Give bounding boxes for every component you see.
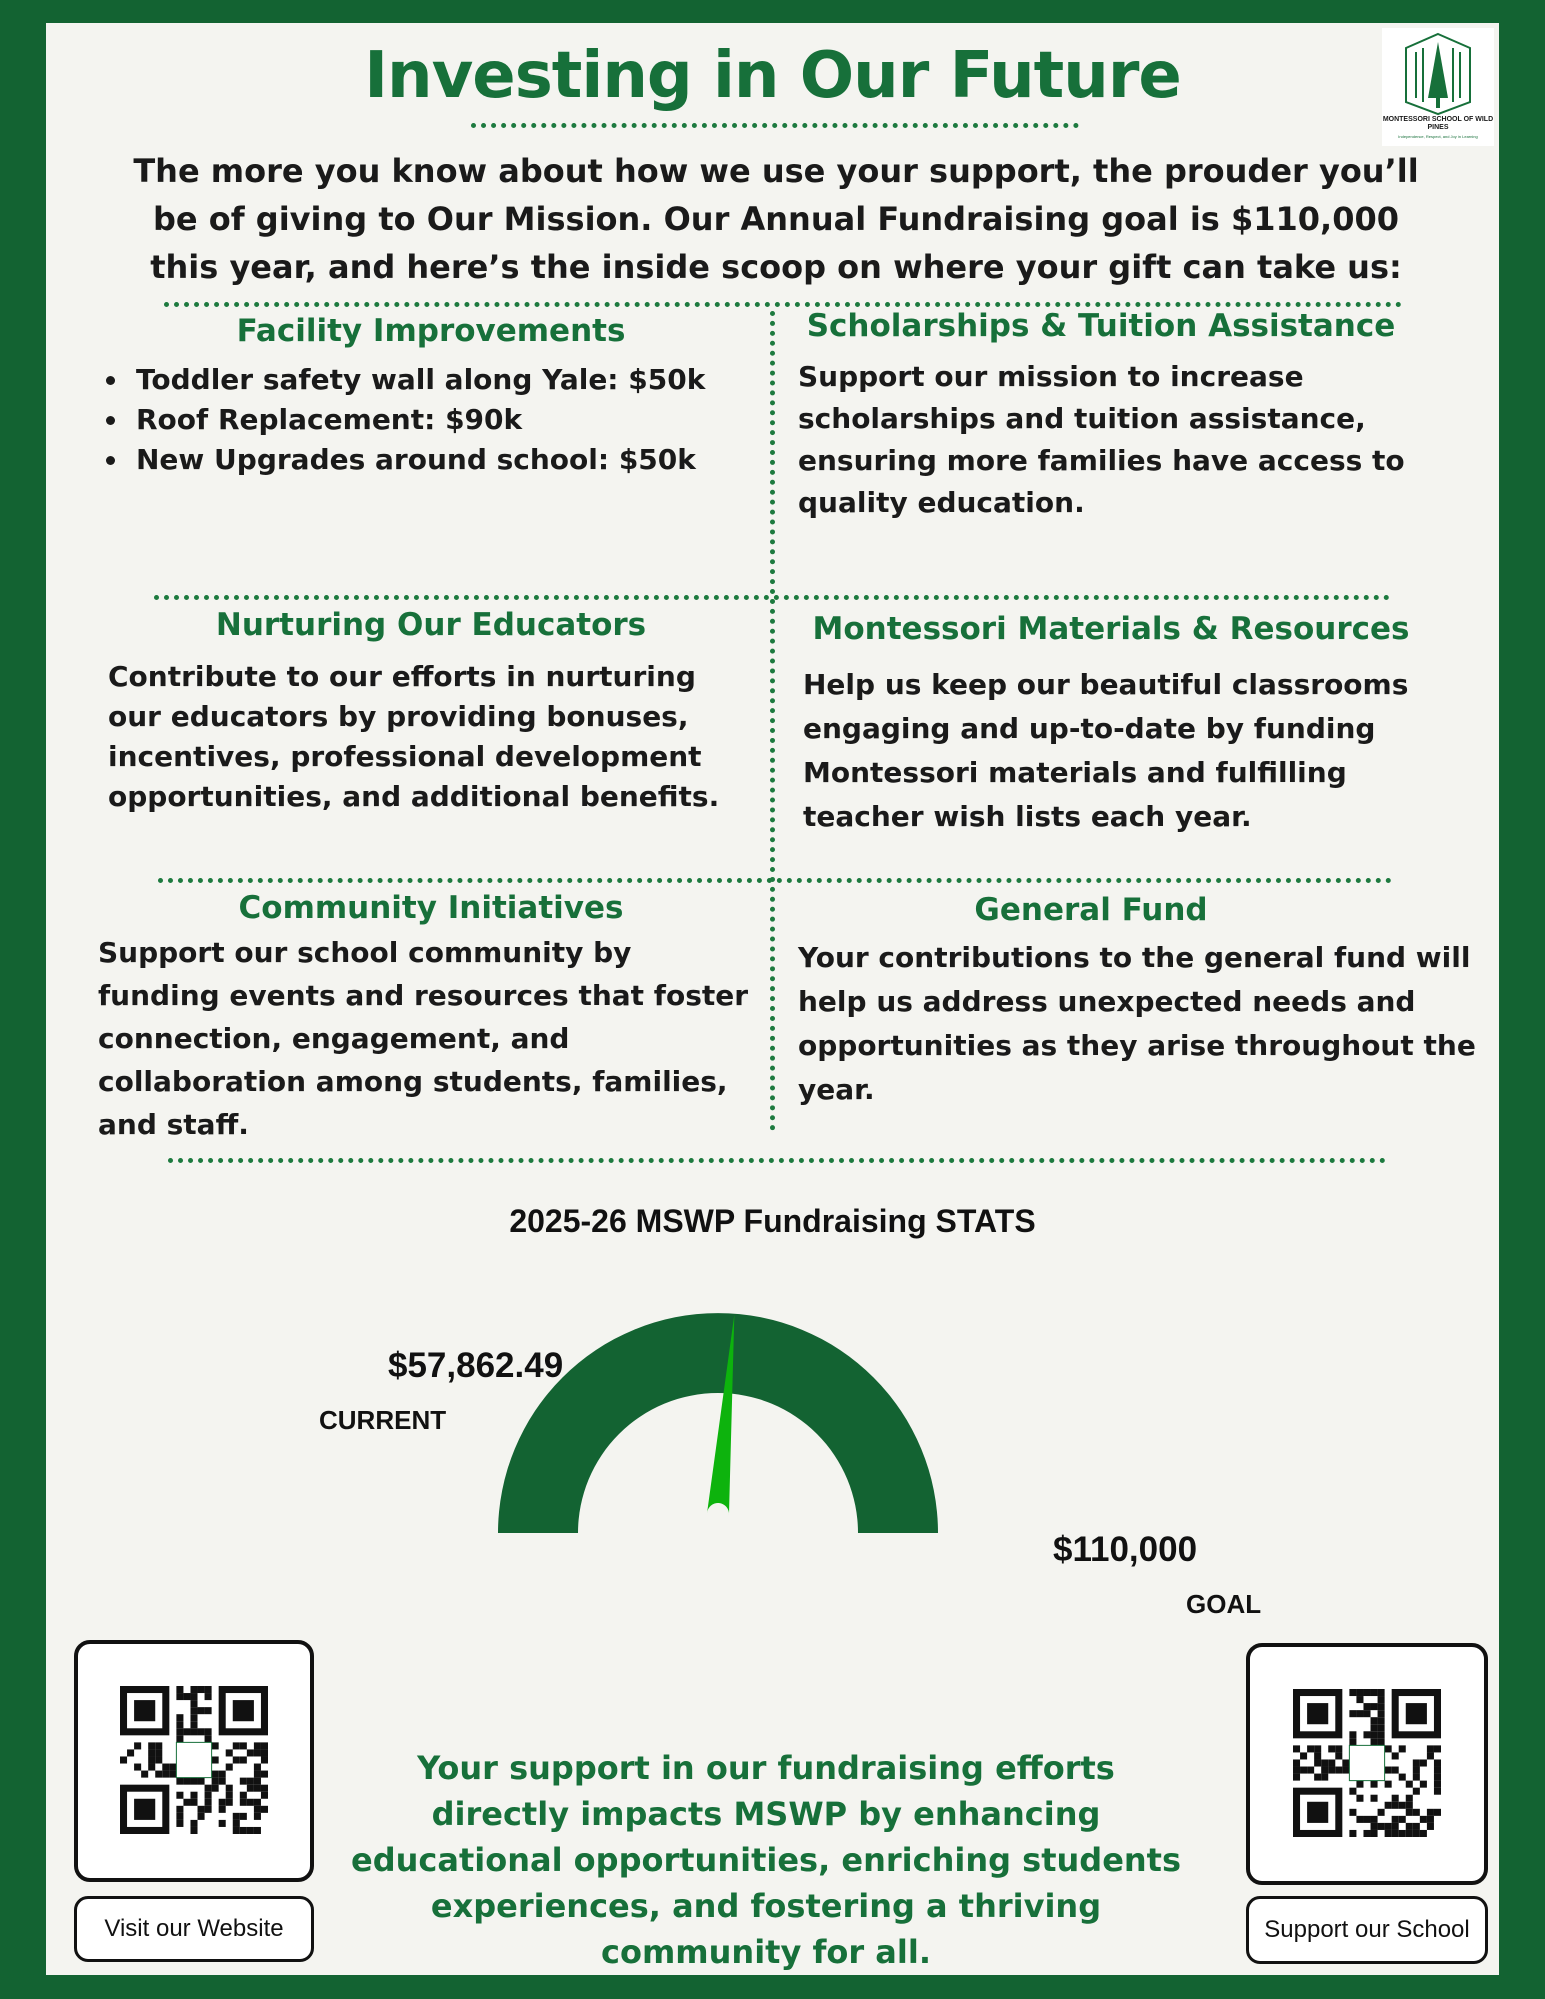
- list-item: • Roof Replacement: $90k: [130, 400, 770, 440]
- title-divider: [471, 123, 1079, 128]
- facility-heading: Facility Improvements: [236, 313, 626, 349]
- grid-divider-top: [164, 302, 1402, 307]
- qr-code-icon: [1293, 1689, 1441, 1837]
- visit-website-button[interactable]: Visit our Website: [74, 1896, 314, 1962]
- qr-code-icon: [120, 1686, 268, 1834]
- list-item: • New Upgrades around school: $50k: [130, 440, 770, 480]
- school-logo: [1382, 28, 1494, 146]
- scholarships-heading: Scholarships & Tuition Assistance: [806, 308, 1396, 344]
- intro-text: The more you know about how we use your support, the prouder you’ll be of giving to Our Mission. Our Annual Fundraising goal is $110,000 this year, and here’s the inside scoop on where your gift can take us:: [133, 152, 1419, 286]
- flyer-page: [46, 23, 1499, 1975]
- goal-amount: $110,000: [1053, 1530, 1198, 1569]
- page-title: Investing in Our Future: [364, 39, 1181, 113]
- educators-heading: Nurturing Our Educators: [215, 607, 647, 643]
- grid-divider-row2: [158, 878, 1392, 883]
- support-qr-code[interactable]: [1246, 1643, 1488, 1885]
- grid-divider-vertical: [770, 311, 775, 1131]
- general-fund-text: Your contributions to the general fund will help us address unexpected needs and opportunities as they arise throughout the year.: [798, 941, 1476, 1106]
- community-heading: Community Initiatives: [238, 890, 624, 926]
- support-school-button[interactable]: Support our School: [1246, 1896, 1488, 1964]
- grid-divider-row1: [154, 595, 1390, 600]
- educators-text: Contribute to our efforts in nurturing our educators by providing bonuses, incentives, professional development opportunities, and additional benefits.: [108, 660, 720, 813]
- current-amount: $57,862.49: [388, 1346, 564, 1385]
- fundraising-gauge: [498, 1303, 938, 1553]
- list-item: • Toddler safety wall along Yale: $50k: [130, 360, 770, 400]
- scholarships-text: Support our mission to increase scholarships and tuition assistance, ensuring more families have access to quality education.: [798, 360, 1405, 519]
- facility-list: [96, 360, 770, 480]
- current-label: CURRENT: [319, 1405, 447, 1435]
- logo-school-name: MONTESSORI SCHOOL OF WILD PINES: [1382, 116, 1494, 131]
- general-fund-heading: General Fund: [974, 892, 1208, 928]
- community-text: Support our school community by funding events and resources that foster connection, engagement, and collaboration among students, families, and staff.: [98, 936, 749, 1141]
- materials-heading: Montessori Materials & Resources: [812, 611, 1410, 647]
- materials-text: Help us keep our beautiful classrooms engaging and up-to-date by funding Montessori materials and fulfilling teacher wish lists each year.: [803, 668, 1409, 833]
- grid-divider-bottom: [168, 1158, 1386, 1163]
- website-qr-code[interactable]: [74, 1640, 314, 1882]
- goal-label: GOAL: [1186, 1589, 1262, 1619]
- closing-message: Your support in our fundraising efforts directly impacts MSWP by enhancing educational opportunities, enriching students experiences, and fostering a thriving community for all.: [350, 1749, 1182, 1971]
- logo-tagline: Independence, Respect, and Joy in Learning: [1398, 134, 1478, 139]
- pine-trees-icon: [1382, 28, 1494, 116]
- stats-title: 2025-26 MSWP Fundraising STATS: [509, 1203, 1036, 1239]
